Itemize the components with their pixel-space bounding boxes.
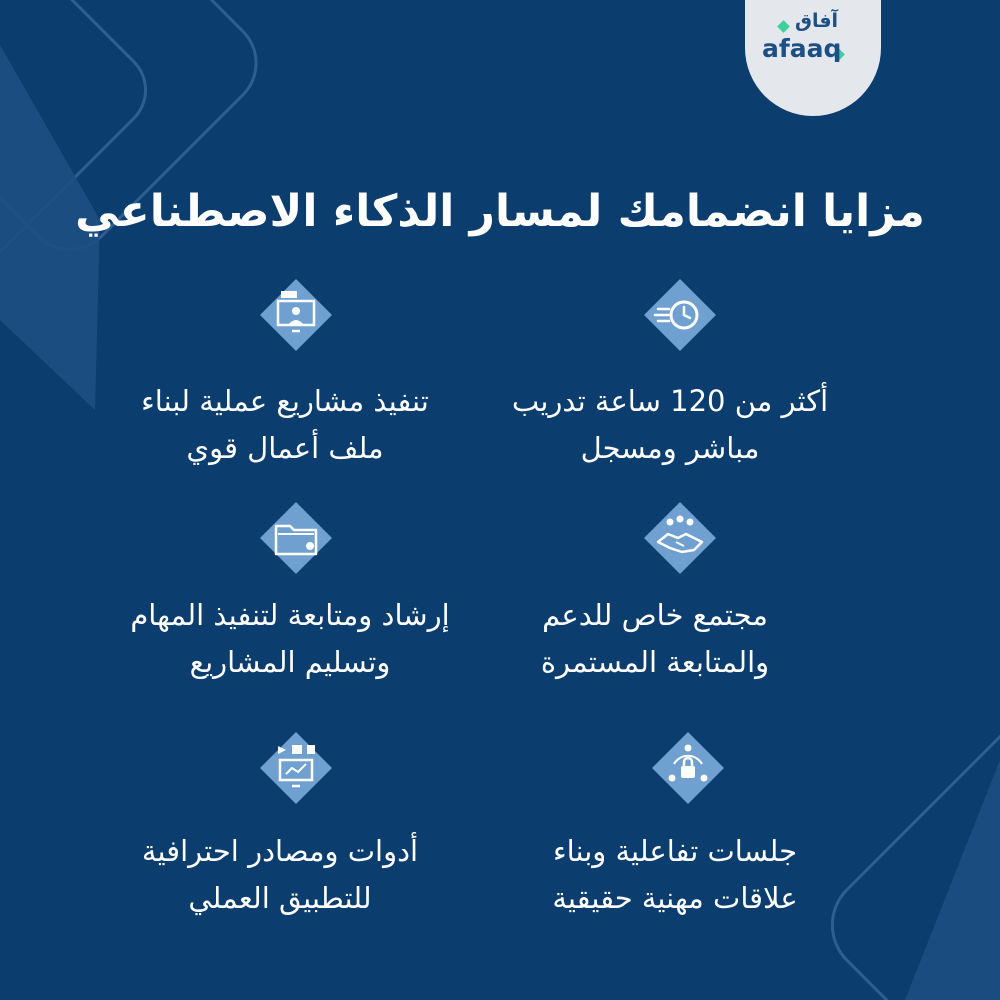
feature-line: وتسليم المشاريع — [189, 645, 391, 679]
feature-line: مجتمع خاص للدعم — [542, 598, 768, 632]
logo-latin-text: afaaq — [762, 34, 842, 63]
feature-line: جلسات تفاعلية وبناء — [552, 834, 798, 868]
feature-mentorship — [90, 592, 490, 686]
feature-line: ملف أعمال قوي — [186, 431, 384, 465]
folder-icon — [256, 498, 336, 578]
page-title: مزايا انضمامك لمسار الذكاء الاصطناعي — [75, 186, 925, 237]
presentation-icon — [256, 275, 336, 355]
clock-icon — [640, 275, 720, 355]
feature-community — [455, 592, 855, 686]
logo-arabic-text: آفاق — [795, 10, 839, 32]
feature-line: مباشر ومسجل — [580, 431, 760, 465]
feature-line: للتطبيق العملي — [188, 881, 372, 915]
feature-line: أكثر من 120 ساعة تدريب — [511, 384, 829, 418]
feature-line: علاقات مهنية حقيقية — [552, 881, 798, 915]
handshake-icon — [640, 498, 720, 578]
feature-line: والمتابعة المستمرة — [540, 645, 770, 679]
feature-professional-tools — [80, 828, 480, 922]
feature-line: أدوات ومصادر احترافية — [141, 834, 419, 868]
feature-practical-projects — [85, 378, 485, 472]
network-lock-icon — [648, 728, 728, 808]
feature-line: إرشاد ومتابعة لتنفيذ المهام — [130, 598, 450, 632]
feature-interactive-sessions — [475, 828, 875, 922]
monitor-tools-icon — [256, 728, 336, 808]
feature-line: تنفيذ مشاريع عملية لبناء — [141, 384, 429, 418]
feature-live-training — [470, 378, 870, 472]
